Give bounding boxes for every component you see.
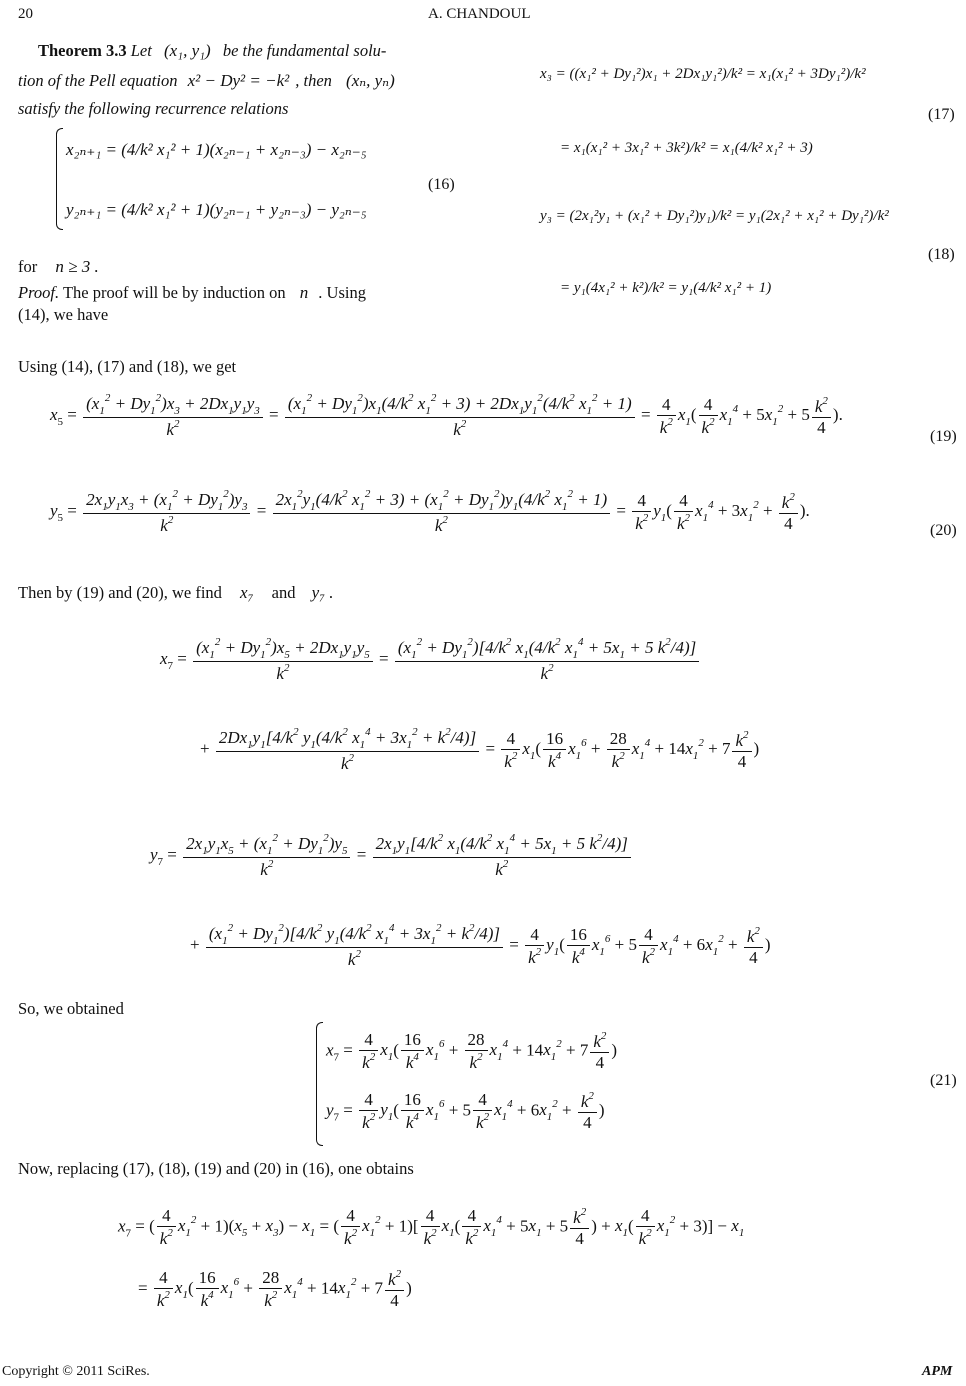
eq21-x: $x_7$ = $\frac{4}{k^2}$ $x_1$( $\frac{16}{k^4}$ $x_1^6$ + $\frac{28}{k^2}$ $x_1^4 + 14x_1^2 + 7$ $\frac{k^2}{4}$ ) (326, 1030, 618, 1072)
eq18-line-1: y₃ = (2x₁²y₁ + (x₁² + Dy₁²)y₁)/k² = y₁(2x₁² + x₁² + Dy₁²)/k² (540, 208, 889, 224)
x7-derivation-2: + $\frac{2Dx_1y_1[4/k^2 y_1(4/k^2 x_1^4 + 3x_1^2 + k^2/4)]}{k^2}$ = $\frac{4}{k^2}$ $x_1$( $\frac{16}{k^4}$ $x_1^6$ + $\frac{28}{k^2}$ $x_1^4 + 14x_1^2 + 7$ $\frac{k^2}{4}$ ) (200, 726, 760, 773)
running-head: A. CHANDOUL (428, 6, 531, 22)
eq21-number: (21) (930, 1072, 957, 1089)
eq20-number: (20) (930, 522, 957, 539)
eq18-line-2: = y₁(4x₁² + k²)/k² = y₁(4/k² x₁² + 1) (560, 280, 772, 296)
y7-derivation-1: $y_7$ = $\frac{2x_1y_1x_5 + (x_1^2 + Dy_1^2)y_5}{k^2}$ = $\frac{2x_1y_1[4/k^2 x_1(4/k^2 x_1^4 + 5x_1 + 5 k^2/4)]}{k^2}$ (150, 832, 633, 880)
replacing-text: Now, replacing (17), (18), (19) and (20) in (16), one obtains (18, 1159, 414, 1178)
eq16-y: y₂ₙ₊₁ = (4/k² x₁² + 1)(y₂ₙ₋₁ + y₂ₙ₋₃) − y₂ₙ₋₅ (66, 200, 367, 219)
final-derivation-2: = $\frac{4}{k^2}$ $x_1$( $\frac{16}{k^4}$ $x_1^6$ + $\frac{28}{k^2}$ $x_1^4 + 14x_1^2 + 7$ $\frac{k^2}{4}$ ) (138, 1268, 412, 1310)
x7-derivation-1: $x_7$ = $\frac{(x_1^2 + Dy_1^2)x_5 + 2Dx_1y_1y_5}{k^2}$ = $\frac{(x_1^2 + Dy_1^2)[4/k^2 x_1(4/k^2 x_1^4 + 5x_1 + 5 k^2/4)]}{k^2}$ (160, 636, 701, 684)
theorem-label: Theorem 3.3 (38, 41, 127, 60)
obtained-text: So, we obtained (18, 999, 124, 1018)
eq19: $x_5$ = $\frac{(x_1^2 + Dy_1^2)x_3 + 2Dx_1y_1y_3}{k^2}$ = $\frac{(x_1^2 + Dy_1^2)x_1(4/k^2 x_1^2 + 3) + 2Dx_1y_1^2(4/k^2 x_1^2 + 1)}{k^2}$ = $\frac{4}{k^2}$ $x_1$( $\frac{4}{k^2}$ $x_1^4 + 5x_1^2 + 5$ $\frac{k^2}{4}$ ). (50, 392, 843, 439)
eq17-number: (17) (928, 106, 955, 123)
proof-line-1: Proof. The proof will be by induction on n . Using (18, 283, 366, 302)
using-text: Using (14), (17) and (18), we get (18, 357, 237, 376)
eq21-y: $y_7$ = $\frac{4}{k^2}$ $y_1$( $\frac{16}{k^4}$ $x_1^6 + 5$ $\frac{4}{k^2}$ $x_1^4 + 6x_1^2$ + $\frac{k^2}{4}$ ) (326, 1090, 605, 1132)
eq17-line-1: x₃ = ((x₁² + Dy₁²)x₁ + 2Dx₁y₁²)/k² = x₁(x₁² + 3Dy₁²)/k² (540, 66, 866, 82)
eq18-number: (18) (928, 246, 955, 263)
then-text: Then by (19) and (20), we find x₇ and y₇ . (18, 583, 334, 602)
theorem-line-1: Theorem 3.3 Let (x₁, y₁) be the fundamental solu- (38, 41, 387, 60)
footer-copyright: Copyright © 2011 SciRes. (2, 1364, 150, 1379)
eq16-brace (56, 128, 63, 230)
page-number: 20 (18, 6, 33, 22)
eq17-line-2: = x₁(x₁² + 3x₁² + 3k²)/k² = x₁(4/k² x₁² + 3) (560, 140, 813, 156)
proof-label: Proof. (18, 283, 60, 302)
theorem-line-2: tion of the Pell equation x² − Dy² = −k² , then (xₙ, yₙ) (18, 71, 395, 90)
eq16-number: (16) (428, 176, 455, 193)
footer-journal: APM (922, 1364, 953, 1379)
eq16-x: x₂ₙ₊₁ = (4/k² x₁² + 1)(x₂ₙ₋₁ + x₂ₙ₋₃) − x₂ₙ₋₅ (66, 140, 367, 159)
eq20: $y_5$ = $\frac{2x_1y_1x_3 + (x_1^2 + Dy_1^2)y_3}{k^2}$ = $\frac{2x_1^2y_1(4/k^2 x_1^2 + 3) + (x_1^2 + Dy_1^2)y_1(4/k^2 x_1^2 + 1)}{k^2}$ = $\frac{4}{k^2}$ $y_1$( $\frac{4}{k^2}$ $x_1^4 + 3x_1^2$ + $\frac{k^2}{4}$ ). (50, 488, 810, 535)
for-line: for n ≥ 3 . (18, 257, 99, 276)
eq21-brace (316, 1022, 323, 1146)
final-derivation-1: $x_7$ = ( $\frac{4}{k^2}$ $x_1^2 + 1)(x_5 + x_3) - x_1$ = ( $\frac{4}{k^2}$ $x_1^2 + 1$)[ $\frac{4}{k^2}$ $x_1$( $\frac{4}{k^2}$ $x_1^4 + 5x_1 + 5$ $\frac{k^2}{4}$ ) + $x_1$( $\frac{4}{k^2}$ $x_1^2 + 3)] - x_1$ (118, 1206, 745, 1248)
eq19-number: (19) (930, 428, 957, 445)
theorem-line-3: satisfy the following recurrence relations (18, 99, 289, 118)
proof-line-2: (14), we have (18, 305, 109, 324)
y7-derivation-2: + $\frac{(x_1^2 + Dy_1^2)[4/k^2 y_1(4/k^2 x_1^4 + 3x_1^2 + k^2/4)]}{k^2}$ = $\frac{4}{k^2}$ $y_1$( $\frac{16}{k^4}$ $x_1^6 + 5$ $\frac{4}{k^2}$ $x_1^4 + 6x_1^2$ + $\frac{k^2}{4}$ ) (190, 922, 771, 969)
